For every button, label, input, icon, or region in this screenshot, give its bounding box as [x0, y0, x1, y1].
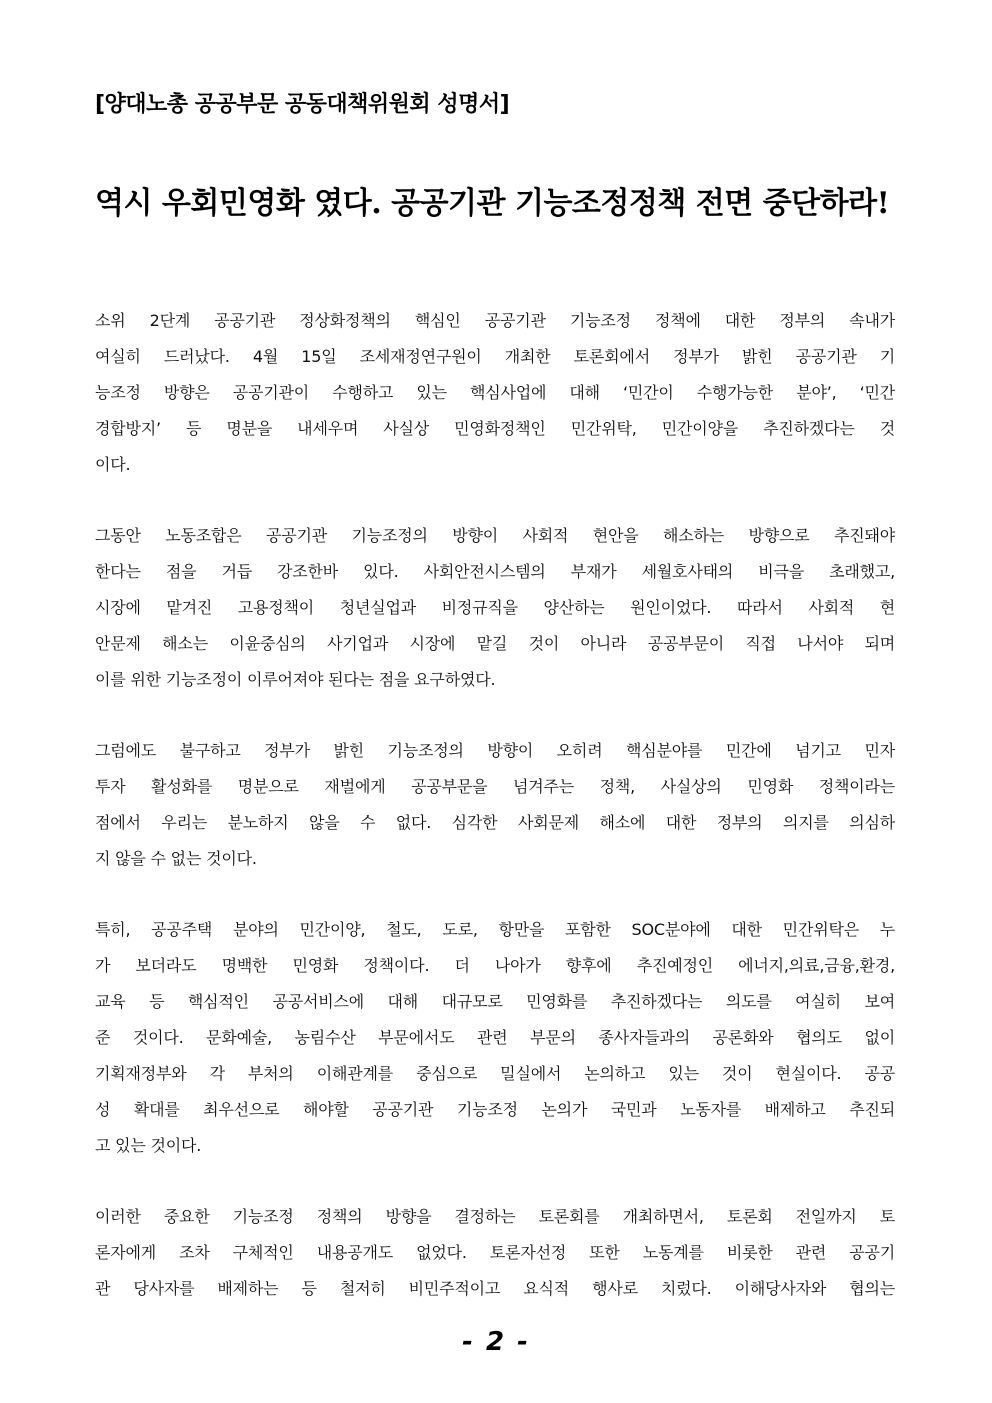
text-line: 교육 등 핵심적인 공공서비스에 대해 대규모로 민영화를 추진하겠다는 의도를 여실히 보여 — [95, 992, 895, 1011]
text-line: 안문제 해소는 이윤중심의 사기업과 시장에 맡길 것이 아니라 공공부문이 직접 나서야 되며 — [95, 634, 895, 653]
text-line: 준 것이다. 문화예술, 농림수산 부문에서도 관련 부문의 종사자들과의 공론화와 협의도 없이 — [95, 1028, 895, 1047]
text-line: 지 않을 수 없는 것이다. — [95, 849, 257, 868]
headline: 역시 우회민영화 였다. 공공기관 기능조정정책 전면 중단하라! — [95, 186, 890, 221]
text-line: 능조정 방향은 공공기관이 수행하고 있는 핵심사업에 대해 ‘민간이 수행가능한 분야’, ‘민간 — [95, 383, 895, 402]
statement-body — [95, 303, 895, 1342]
text-line: 이다. — [95, 455, 131, 474]
text-line: 소위 2단계 공공기관 정상화정책의 핵심인 공공기관 기능조정 정책에 대한 정부의 속내가 — [95, 311, 895, 330]
paragraph — [95, 303, 895, 483]
text-line: 론자에게 조차 구체적인 내용공개도 없었다. 토론자선정 또한 노동계를 비롯한 관련 공공기 — [95, 1243, 895, 1262]
text-line: 시장에 맡겨진 고용정책이 청년실업과 비정규직을 양산하는 원인이었다. 따라서 사회적 현 — [95, 598, 895, 617]
text-line: 관 당사자를 배제하는 등 철저히 비민주적이고 요식적 행사로 치렀다. 이해당사자와 협의는 — [95, 1279, 895, 1298]
text-line: 여실히 드러났다. 4월 15일 조세재정연구원이 개최한 토론회에서 정부가 밝힌 공공기관 기 — [95, 347, 895, 366]
text-line: 한다는 점을 거듭 강조한바 있다. 사회안전시스템의 부재가 세월호사태의 비극을 초래했고, — [95, 562, 895, 581]
paragraph — [95, 733, 895, 877]
paragraph — [95, 518, 895, 698]
paragraph — [95, 912, 895, 1164]
text-line: 성 확대를 최우선으로 해야할 공공기관 기능조정 논의가 국민과 노동자를 배제하고 추진되 — [95, 1100, 895, 1119]
text-line: 그럼에도 불구하고 정부가 밝힌 기능조정의 방향이 오히려 핵심분야를 민간에 넘기고 민자 — [95, 741, 895, 760]
text-line: 이를 위한 기능조정이 이루어져야 된다는 점을 요구하였다. — [95, 670, 496, 689]
text-line: 그동안 노동조합은 공공기관 기능조정의 방향이 사회적 현안을 해소하는 방향으로 추진돼야 — [95, 526, 895, 545]
text-line: 경합방지’ 등 명분을 내세우며 사실상 민영화정책인 민간위탁, 민간이양을 추진하겠다는 것 — [95, 419, 895, 438]
text-line: 특히, 공공주택 분야의 민간이양, 철도, 도로, 항만을 포함한 SOC분야에 대한 민간위탁은 누 — [95, 920, 895, 939]
page-number: - 2 - — [462, 1327, 530, 1357]
statement-header: [양대노총 공공부문 공동대책위원회 성명서] — [95, 92, 510, 117]
text-line: 기획재정부와 각 부처의 이해관계를 중심으로 밀실에서 논의하고 있는 것이 현실이다. 공공 — [95, 1064, 895, 1083]
text-line: 고 있는 것이다. — [95, 1136, 202, 1155]
text-line: 가 보더라도 명백한 민영화 정책이다. 더 나아가 향후에 추진예정인 에너지,의료,금융,환경, — [95, 956, 895, 975]
text-line: 투자 활성화를 명분으로 재벌에게 공공부문을 넘겨주는 정책, 사실상의 민영화 정책이라는 — [95, 777, 895, 796]
text-line: 점에서 우리는 분노하지 않을 수 없다. 심각한 사회문제 해소에 대한 정부의 의지를 의심하 — [95, 813, 895, 832]
paragraph — [95, 1199, 895, 1307]
text-line: 이러한 중요한 기능조정 정책의 방향을 결정하는 토론회를 개최하면서, 토론회 전일까지 토 — [95, 1207, 895, 1226]
